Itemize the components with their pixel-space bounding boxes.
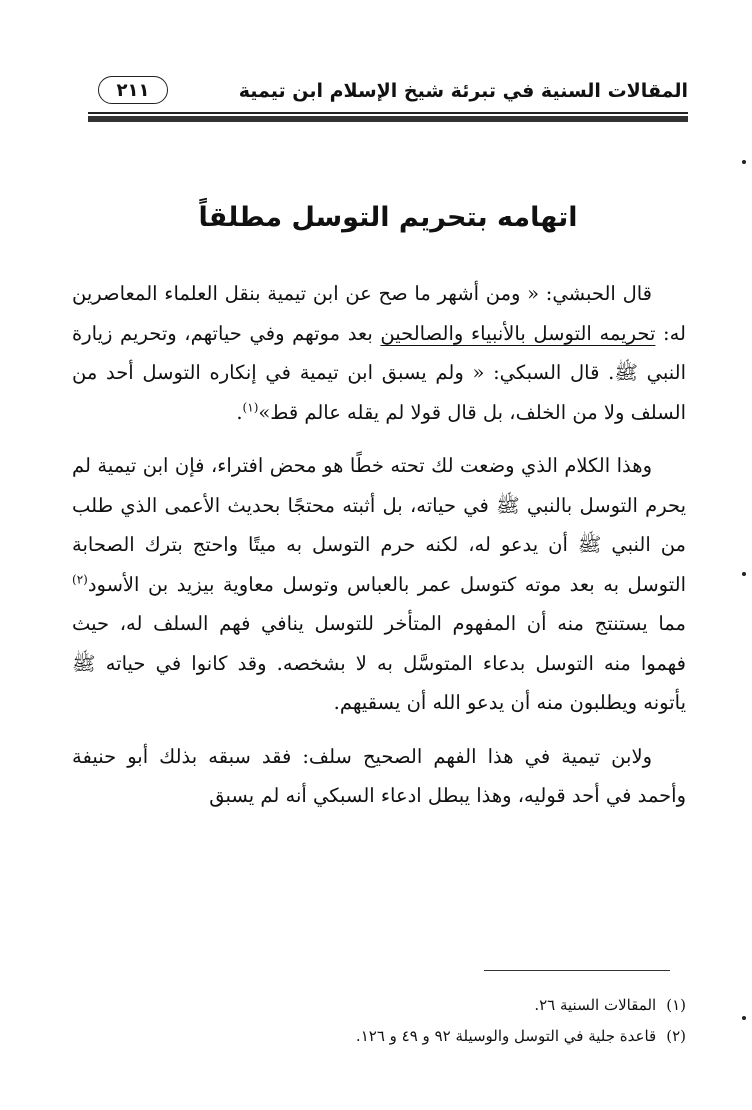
paragraph-2: [72, 446, 686, 723]
footnote-1-text: المقالات السنية ٢٦.: [534, 996, 657, 1014]
footnote-1-number: (١): [666, 996, 686, 1014]
page-header: [88, 76, 688, 116]
page-number: ٢١١: [98, 76, 168, 104]
scan-mark-dot: [742, 160, 746, 164]
paragraph-3: ولابن تيمية في هذا الفهم الصحيح سلف: فقد سبقه بذلك أبو حنيفة وأحمد في أحد قوليه، وهذا يبطل ادعاء السبكي أنه لم يسبق: [72, 744, 686, 807]
footnote-separator: [484, 970, 670, 971]
paragraph-1: [72, 274, 686, 432]
footnote-1: [110, 990, 686, 1021]
header-rule-thin: [88, 112, 688, 114]
paragraph-2-part-2: مما يستنتج منه أن المفهوم المتأخر للتوسل ينافي فهم السلف له، حيث فهموا منه التوسل بدعاء المتوسَّل به لا بشخصه. وقد كانوا في حياته ﷺ يأتونه ويطلبون منه أن يدعو الله أن يسقيهم.: [72, 612, 686, 714]
scan-mark-dot: [742, 1016, 746, 1020]
footnote-ref-2[interactable]: (٢): [72, 572, 88, 586]
chapter-title: اتهامه بتحريم التوسل مطلقاً: [198, 202, 578, 233]
underlined-claim: تحريمه التوسل بالأنبياء والصالحين: [380, 321, 656, 345]
paragraph-1-part-1: قال الحبشي: « ومن أشهر ما صح عن ابن تيمية بنقل العلماء المعاصرين له:: [72, 282, 686, 345]
paragraph-1-tail: .: [236, 400, 243, 424]
footnote-ref-1[interactable]: (١): [242, 400, 259, 414]
paragraph-2-part-1: وهذا الكلام الذي وضعت لك تحته خطًا هو محض افتراء، فإن ابن تيمية لم يحرم التوسل بالنبي ﷺ في حياته، بل أثبته محتجًا بحديث الأعمى الذي طلب من النبي ﷺ أن يدعو له، لكنه حرم التوسل به ميتًا واحتج بترك الصحابة التوسل به بعد موته كتوسل عمر بالعباس وتوسل معاوية بيزيد بن الأسود: [72, 454, 686, 596]
footnote-2-number: (٢): [666, 1027, 686, 1045]
footnotes: [110, 990, 686, 1052]
running-title: المقالات السنية في تبرئة شيخ الإسلام ابن تيمية: [238, 80, 688, 102]
body-text: [72, 274, 686, 830]
footnote-2: [110, 1021, 686, 1052]
header-rule-thick: [88, 116, 688, 122]
scan-mark-dot: [742, 572, 746, 576]
footnote-2-text: قاعدة جلية في التوسل والوسيلة ٩٢ و ٤٩ و ١٢٦.: [355, 1027, 657, 1045]
paragraph-1-part-2: بعد موتهم وفي حياتهم، وتحريم زيارة النبي ﷺ. قال السبكي: « ولم يسبق ابن تيمية في إنكاره التوسل أحد من السلف ولا من الخلف، بل قال قولا لم يقله عالم قط»: [72, 321, 686, 424]
